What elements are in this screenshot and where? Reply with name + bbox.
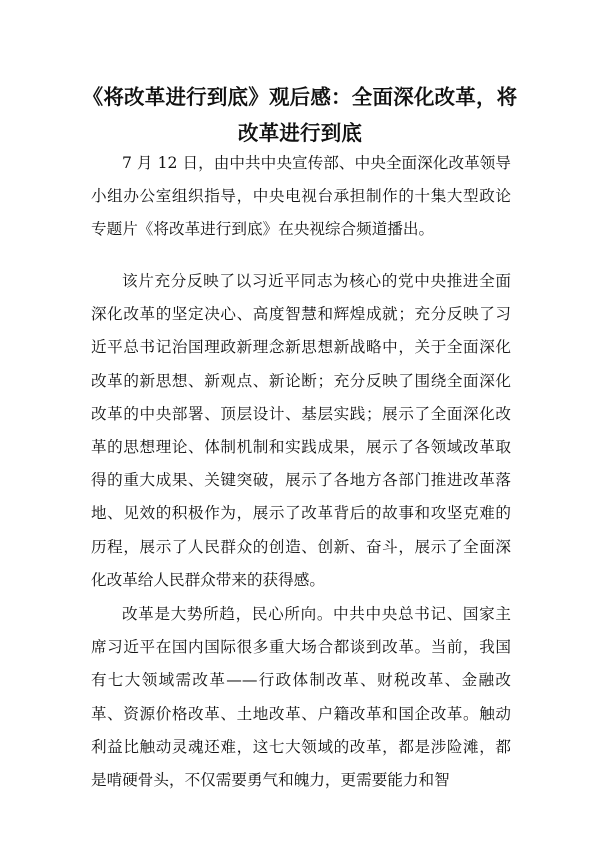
paragraph-2: 该片充分反映了以习近平同志为核心的党中央推进全面深化改革的坚定决心、高度智慧和辉煌成就；充分反映了习近平总书记治国理政新理念新思想新战略中，关于全面深化改革的新思想、新观点、新论断；充分反映了围绕全面深化改革的中央部署、顶层设计、基层实践；展示了全面深化改革的思想理论、体制机制和实践成果，展示了各领域改革取得的重大成果、关键突破，展示了各地方各部门推进改革落地、见效的积极作为，展示了改革背后的故事和攻坚克难的历程，展示了人民群众的创造、创新、奋斗，展示了全面深化改革给人民群众带来的获得感。 [91,272,511,589]
paragraph-3: 改革是大势所趋，民心所向。中共中央总书记、国家主席习近平在国内国际很多重大场合都谈到改革。当前，我国有七大领域需改革——行政体制改革、财税改革、金融改革、资源价格改革、土地改革、户籍改革和国企改革。触动利益比触动灵魂还难，这七大领域的改革，都是涉险滩，都是啃硬骨头，不仅需要勇气和魄力，更需要能力和智 [91,605,511,790]
paragraph-1: 7 月 12 日，由中共中央宣传部、中央全面深化改革领导小组办公室组织指导，中央电视台承担制作的十集大型政论专题片《将改革进行到底》在央视综合频道播出。 [91,154,511,239]
document-title: 《将改革进行到底》观后感：全面深化改革，将改革进行到底 [82,85,518,145]
